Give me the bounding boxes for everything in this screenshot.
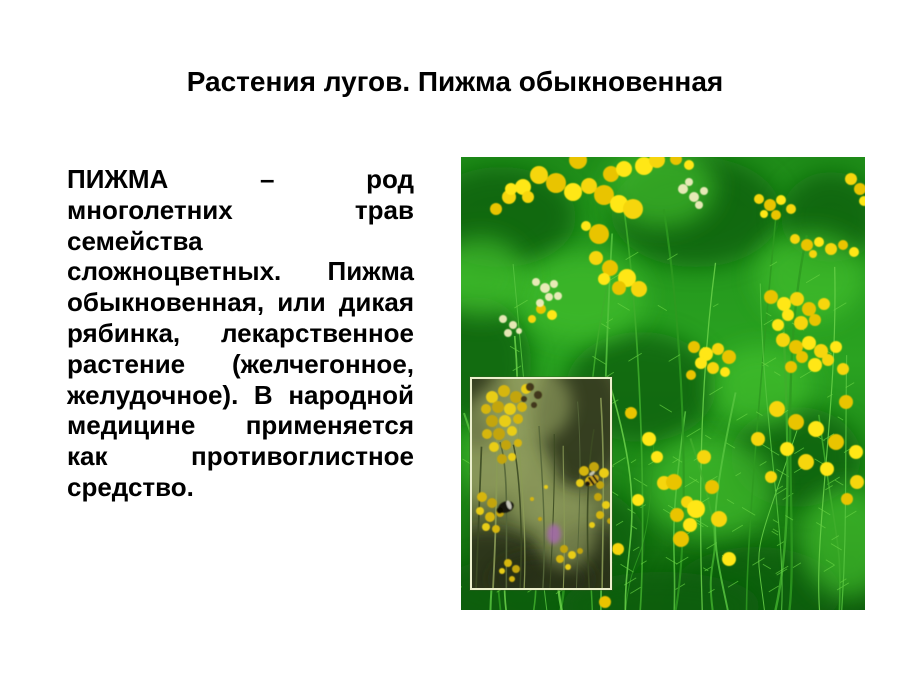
body-text: [67, 164, 414, 503]
tansy-closeup-photo-canvas: [472, 379, 610, 588]
tansy-closeup-insects-photo: [470, 377, 612, 590]
body-text-line: медицине применяется: [67, 410, 414, 441]
body-text-line: многолетних трав: [67, 194, 414, 225]
body-text-line: обыкновенная, или дикая: [67, 287, 414, 318]
body-text-line: растение (желчегонное,: [67, 348, 414, 379]
body-text-line: ПИЖМА – род: [67, 164, 414, 194]
tansy-meadow-photo: [461, 157, 865, 610]
body-text-line: рябинка, лекарственное: [67, 317, 414, 348]
slide-title: Растения лугов. Пижма обыкновенная: [186, 66, 724, 97]
body-text-line: семейства: [67, 225, 203, 256]
body-text-line: средство.: [67, 471, 194, 502]
body-text-line: желудочное). В народной: [67, 379, 414, 410]
body-text-line: как противоглистное: [67, 441, 414, 472]
body-text-line: сложноцветных. Пижма: [67, 256, 414, 287]
